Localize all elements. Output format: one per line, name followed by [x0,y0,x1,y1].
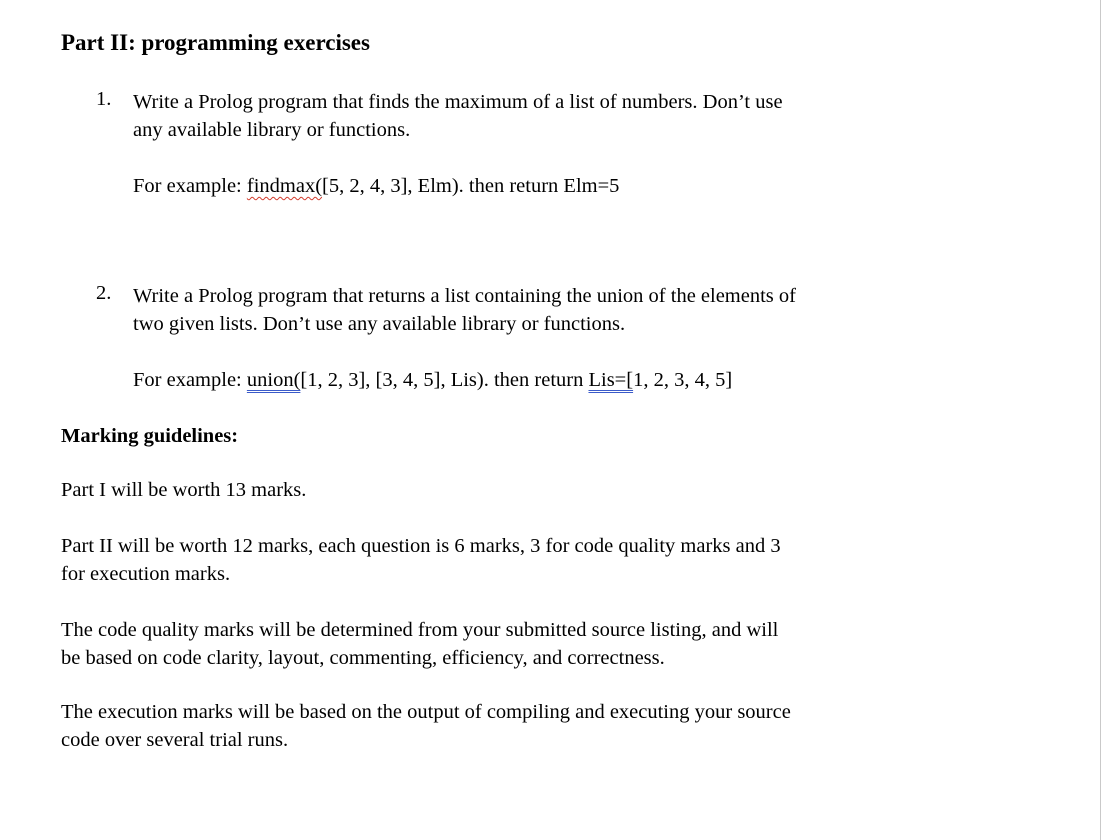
marking-paragraph-2-line1: Part II will be worth 12 marks, each question is 6 marks, 3 for code quality marks and 3 [61,535,781,557]
grammar-flagged-word-2[interactable]: Lis=[ [588,369,634,391]
marking-paragraph-3-line1: The code quality marks will be determined from your submitted source listing, and will [61,619,779,641]
example-text: [1, 2, 3], [3, 4, 5], Lis). then return [300,369,589,391]
example-prefix: For example: [133,369,247,391]
example-text: [5, 2, 4, 3], Elm). then return Elm=5 [322,175,620,197]
marking-paragraph-1: Part I will be worth 13 marks. [61,479,307,501]
exercise-2-line2: two given lists. Don’t use any available library or functions. [133,313,626,335]
exercise-1-line2: any available library or functions. [133,119,411,141]
grammar-flagged-word[interactable]: union( [246,369,301,391]
exercise-1-line1: Write a Prolog program that finds the maximum of a list of numbers. Don’t use [133,91,783,113]
page-edge-divider [1100,0,1101,840]
exercise-2-example [133,366,732,394]
marking-paragraph-2-line2: for execution marks. [61,563,231,585]
marking-paragraph-4-line1: The execution marks will be based on the output of compiling and executing your source [61,701,791,723]
marking-heading: Marking guidelines: [61,425,239,447]
exercise-2-line1: Write a Prolog program that returns a list containing the union of the elements of [133,285,796,307]
exercise-2-number: 2. [96,282,112,304]
marking-paragraph-3-line2: be based on code clarity, layout, commenting, efficiency, and correctness. [61,647,665,669]
example-prefix: For example: [133,175,247,197]
exercise-1-example [133,172,619,200]
section-heading: Part II: programming exercises [61,30,370,55]
example-text-end: 1, 2, 3, 4, 5] [633,369,733,391]
exercise-1-number: 1. [96,88,112,110]
spelling-flagged-word[interactable]: findmax( [246,175,323,197]
marking-paragraph-4-line2: code over several trial runs. [61,729,289,751]
